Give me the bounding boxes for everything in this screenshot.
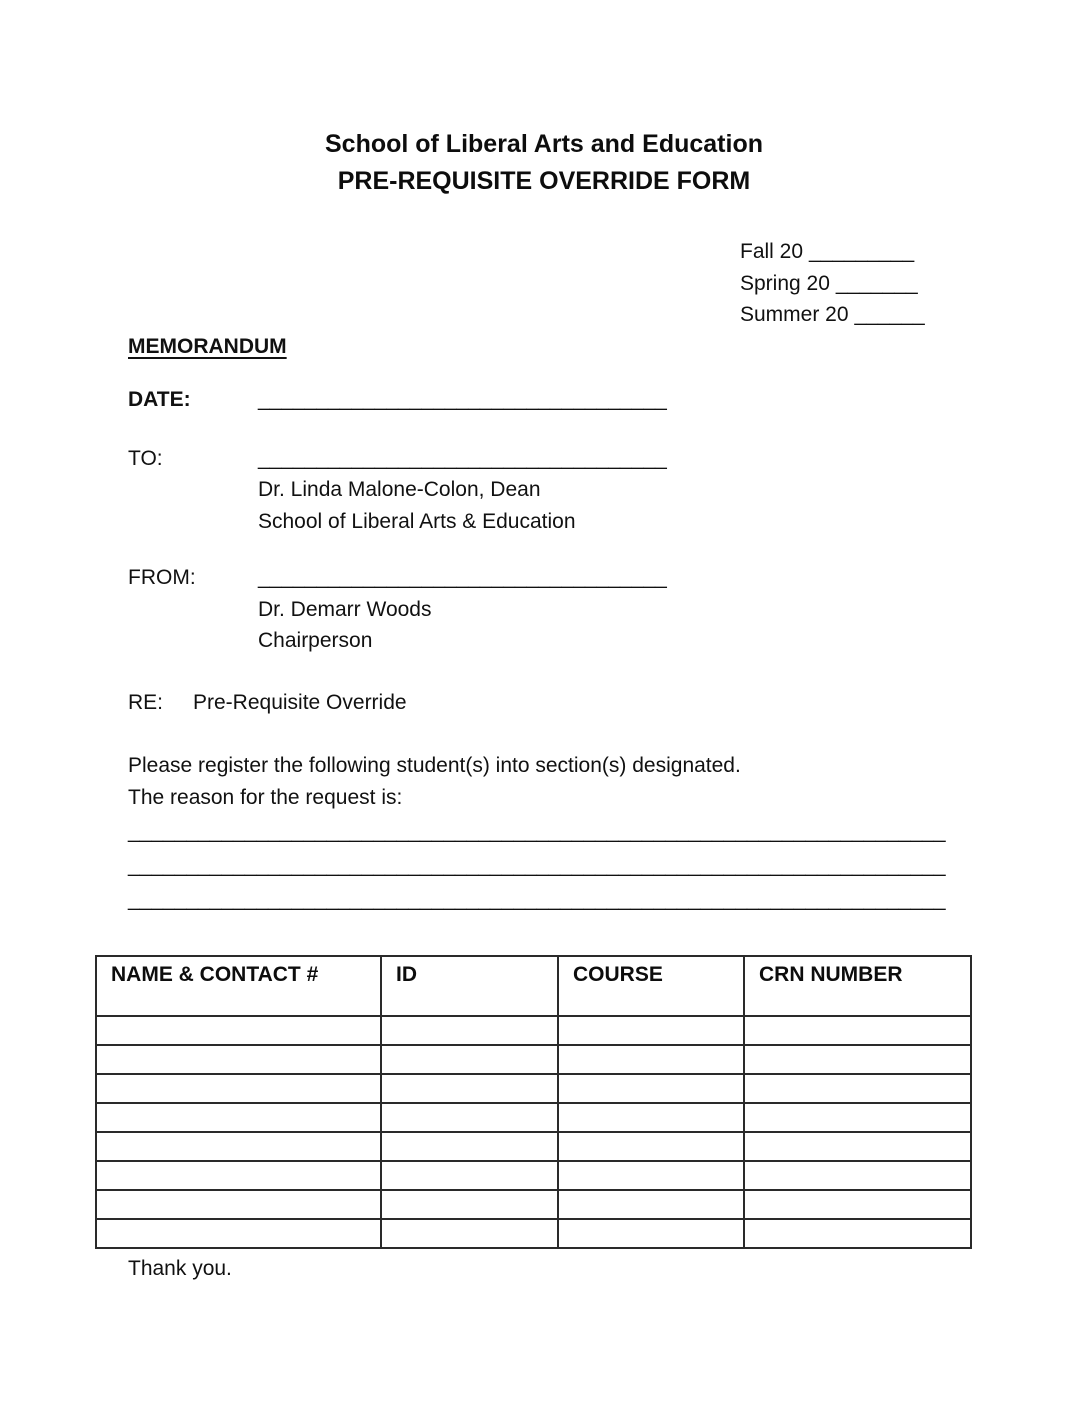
student-table-body	[96, 1016, 971, 1248]
table-row	[96, 1132, 971, 1161]
memorandum-heading: MEMORANDUM	[128, 334, 287, 358]
summer-label: Summer 20	[740, 303, 849, 326]
table-cell	[96, 1016, 381, 1045]
table-cell	[744, 1074, 971, 1103]
table-cell	[96, 1045, 381, 1074]
table-row	[96, 1190, 971, 1219]
column-header-course: COURSE	[558, 956, 744, 1016]
to-row	[128, 443, 1088, 475]
table-cell	[381, 1103, 558, 1132]
form-title-line2: PRE-REQUISITE OVERRIDE FORM	[337, 167, 751, 195]
date-row	[128, 384, 1088, 416]
to-blank-line: ___________________________________	[258, 446, 667, 470]
table-cell	[744, 1132, 971, 1161]
table-cell	[96, 1190, 381, 1219]
table-row	[96, 1045, 971, 1074]
to-label: TO:	[128, 446, 163, 470]
reason-blank-lines	[128, 815, 1088, 917]
to-recipient-name: Dr. Linda Malone-Colon, Dean	[258, 478, 541, 501]
summer-blank-line: ______	[854, 303, 925, 326]
table-row	[96, 1074, 971, 1103]
table-cell	[96, 1074, 381, 1103]
spring-blank-line: _______	[835, 271, 918, 295]
re-row	[128, 687, 1088, 719]
table-cell	[558, 1016, 744, 1045]
table-row	[96, 1219, 971, 1248]
reason-blank-line: ______________________________________________________________________	[128, 888, 946, 911]
table-cell	[558, 1190, 744, 1219]
term-line-spring	[740, 268, 1088, 300]
table-cell	[558, 1132, 744, 1161]
fall-blank-line: _________	[809, 240, 915, 263]
from-sender-title: Chairperson	[258, 629, 373, 652]
table-cell	[744, 1045, 971, 1074]
table-cell	[558, 1074, 744, 1103]
table-cell	[744, 1103, 971, 1132]
date-label: DATE:	[128, 388, 191, 411]
term-line-summer	[740, 299, 1088, 331]
closing-thanks: Thank you.	[128, 1257, 232, 1280]
instruction-line1: Please register the following student(s) into section(s) designated.	[128, 754, 741, 777]
table-cell	[381, 1045, 558, 1074]
from-blank-line: ___________________________________	[258, 566, 667, 589]
table-cell	[744, 1016, 971, 1045]
table-cell	[744, 1219, 971, 1248]
table-cell	[558, 1045, 744, 1074]
table-cell	[381, 1132, 558, 1161]
table-cell	[381, 1190, 558, 1219]
to-recipient-title: School of Liberal Arts & Education	[258, 509, 576, 533]
table-row	[96, 1161, 971, 1190]
table-cell	[96, 1219, 381, 1248]
table-cell	[381, 1161, 558, 1190]
from-sender-name: Dr. Demarr Woods	[258, 597, 432, 621]
date-blank-line: ___________________________________	[258, 388, 667, 411]
table-cell	[96, 1103, 381, 1132]
from-row	[128, 562, 1088, 594]
re-subject: Pre-Requisite Override	[193, 690, 407, 714]
table-row	[96, 1103, 971, 1132]
table-cell	[558, 1161, 744, 1190]
table-cell	[558, 1219, 744, 1248]
column-header-name-contact: NAME & CONTACT #	[96, 956, 381, 1016]
fall-label: Fall 20	[740, 240, 804, 263]
table-row	[96, 1016, 971, 1045]
form-title	[0, 0, 1088, 200]
term-line-fall	[740, 236, 1088, 268]
column-header-crn-number: CRN NUMBER	[744, 956, 971, 1016]
table-cell	[381, 1074, 558, 1103]
table-cell	[381, 1219, 558, 1248]
form-title-line1: School of Liberal Arts and Education	[324, 130, 763, 158]
table-cell	[744, 1161, 971, 1190]
spring-label: Spring 20	[740, 271, 830, 295]
student-table-header	[96, 956, 971, 1016]
reason-blank-line: ______________________________________________________________________	[128, 854, 946, 877]
from-label: FROM:	[128, 566, 196, 589]
term-selection-block	[740, 236, 1088, 331]
table-cell	[381, 1016, 558, 1045]
reason-blank-line: ______________________________________________________________________	[128, 820, 946, 843]
table-cell	[96, 1132, 381, 1161]
table-cell	[744, 1190, 971, 1219]
table-cell	[96, 1161, 381, 1190]
column-header-id: ID	[381, 956, 558, 1016]
instruction-paragraph	[128, 750, 1088, 813]
table-cell	[558, 1103, 744, 1132]
student-table	[95, 955, 972, 1249]
instruction-line2: The reason for the request is:	[128, 785, 403, 809]
re-label: RE:	[128, 690, 164, 714]
header-row	[96, 956, 971, 1016]
